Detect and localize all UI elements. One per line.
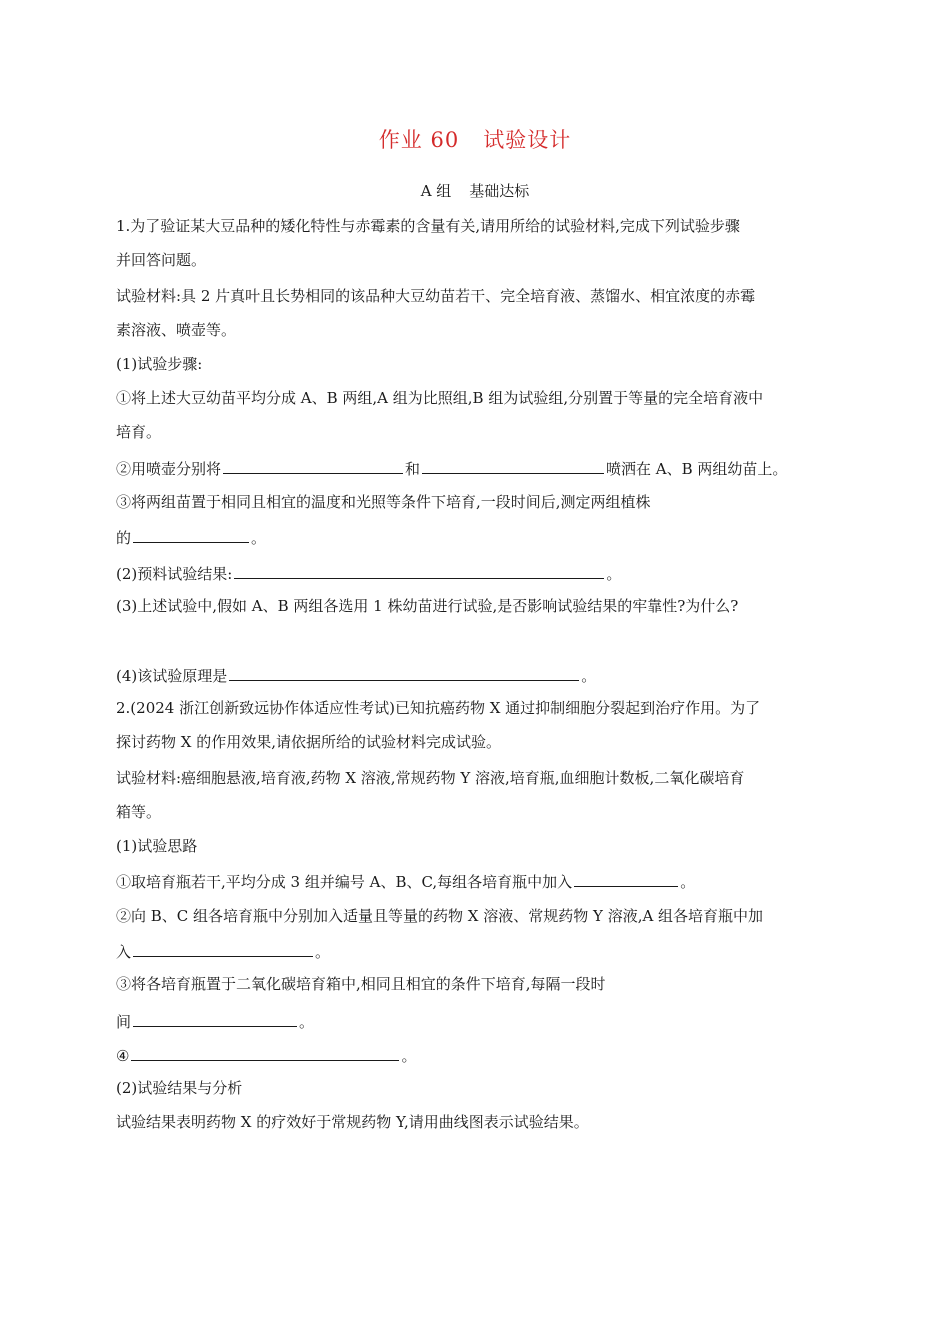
answer-blank[interactable] [223, 457, 403, 474]
q2-step1-suffix: 。 [680, 873, 696, 891]
q1-part2-label: (2)预料试验结果: [116, 565, 233, 583]
q1-part3: (3)上述试验中,假如 A、B 两组各选用 1 株幼苗进行试验,是否影响试验结果的牢靠性?为什么? [116, 597, 739, 615]
q2-step1 [116, 870, 695, 892]
q1-step1-line2: 培育。 [116, 423, 162, 441]
q1-part2-suffix: 。 [606, 565, 622, 583]
answer-blank[interactable] [234, 562, 604, 579]
q2-result-text: 试验结果表明药物 X 的疗效好于常规药物 Y,请用曲线图表示试验结果。 [116, 1113, 589, 1131]
answer-blank[interactable] [574, 870, 678, 887]
q2-step2-line2 [116, 940, 330, 962]
q2-step1-text: ①取培育瓶若干,平均分成 3 组并编号 A、B、C,每组各培育瓶中加入 [116, 873, 573, 891]
q1-part2 [116, 562, 621, 584]
q1-step1-line1: ①将上述大豆幼苗平均分成 A、B 两组,A 组为比照组,B 组为试验组,分别置于等量的完全培育液中 [116, 389, 764, 407]
section-group: A 组 [420, 182, 452, 200]
q1-stem-line2: 并回答问题。 [116, 251, 207, 269]
q1-step2-suffix: 喷洒在 A、B 两组幼苗上。 [606, 460, 788, 478]
q1-part4-label: (4)该试验原理是 [116, 667, 228, 685]
q2-part2-heading: (2)试验结果与分析 [116, 1079, 243, 1097]
section-name: 基础达标 [469, 182, 530, 200]
q2-stem-line2: 探讨药物 X 的作用效果,请依据所给的试验材料完成试验。 [116, 733, 501, 751]
q2-part1-heading: (1)试验思路 [116, 837, 198, 855]
q1-step3-suffix: 。 [251, 529, 267, 547]
q2-step3-prefix: 间 [116, 1013, 132, 1031]
q2-materials-line1: 试验材料:癌细胞悬液,培育液,药物 X 溶液,常规药物 Y 溶液,培育瓶,血细胞计数板,二氧化碳培育 [116, 769, 745, 787]
q1-step2 [116, 457, 787, 479]
q1-step3-line2 [116, 526, 266, 548]
q1-step3-prefix: 的 [116, 529, 132, 547]
answer-blank[interactable] [133, 940, 313, 957]
q2-step4-suffix: 。 [401, 1047, 417, 1065]
q2-step4-prefix: ④ [116, 1047, 130, 1065]
page-title [0, 124, 950, 154]
q2-step3-line1: ③将各培育瓶置于二氧化碳培育箱中,相同且相宜的条件下培育,每隔一段时 [116, 975, 606, 993]
q1-step2-prefix: ②用喷壶分别将 [116, 460, 222, 478]
q2-step2-suffix: 。 [315, 943, 331, 961]
q1-stem-line1: 1.为了验证某大豆品种的矮化特性与赤霉素的含量有关,请用所给的试验材料,完成下列试验步骤 [116, 217, 740, 235]
q1-step3-line1: ③将两组苗置于相同且相宜的温度和光照等条件下培育,一段时间后,测定两组植株 [116, 493, 651, 511]
q1-part4 [116, 664, 596, 686]
answer-blank[interactable] [131, 1044, 399, 1061]
answer-blank[interactable] [133, 526, 249, 543]
q1-materials-line1: 试验材料:具 2 片真叶且长势相同的该品种大豆幼苗若干、完全培育液、蒸馏水、相宜浓度的赤霉 [116, 287, 756, 305]
q1-part1-heading: (1)试验步骤: [116, 355, 203, 373]
q2-step3-line2 [116, 1010, 314, 1032]
section-heading [0, 180, 950, 201]
title-number: 作业 60 [378, 128, 460, 152]
answer-blank[interactable] [229, 664, 579, 681]
q2-step2-prefix: 入 [116, 943, 132, 961]
q2-stem-line1: 2.(2024 浙江创新致远协作体适应性考试)已知抗癌药物 X 通过抑制细胞分裂起到治疗作用。为了 [116, 699, 761, 717]
title-topic: 试验设计 [483, 128, 572, 152]
q1-step2-middle: 和 [405, 460, 421, 478]
q2-materials-line2: 箱等。 [116, 803, 162, 821]
q2-step3-suffix: 。 [299, 1013, 315, 1031]
q1-materials-line2: 素溶液、喷壶等。 [116, 321, 237, 339]
q2-step4 [116, 1044, 416, 1066]
q1-part4-suffix: 。 [581, 667, 597, 685]
answer-blank[interactable] [133, 1010, 297, 1027]
answer-blank[interactable] [422, 457, 604, 474]
q2-step2-line1: ②向 B、C 组各培育瓶中分别加入适量且等量的药物 X 溶液、常规药物 Y 溶液,A 组各培育瓶中加 [116, 907, 764, 925]
